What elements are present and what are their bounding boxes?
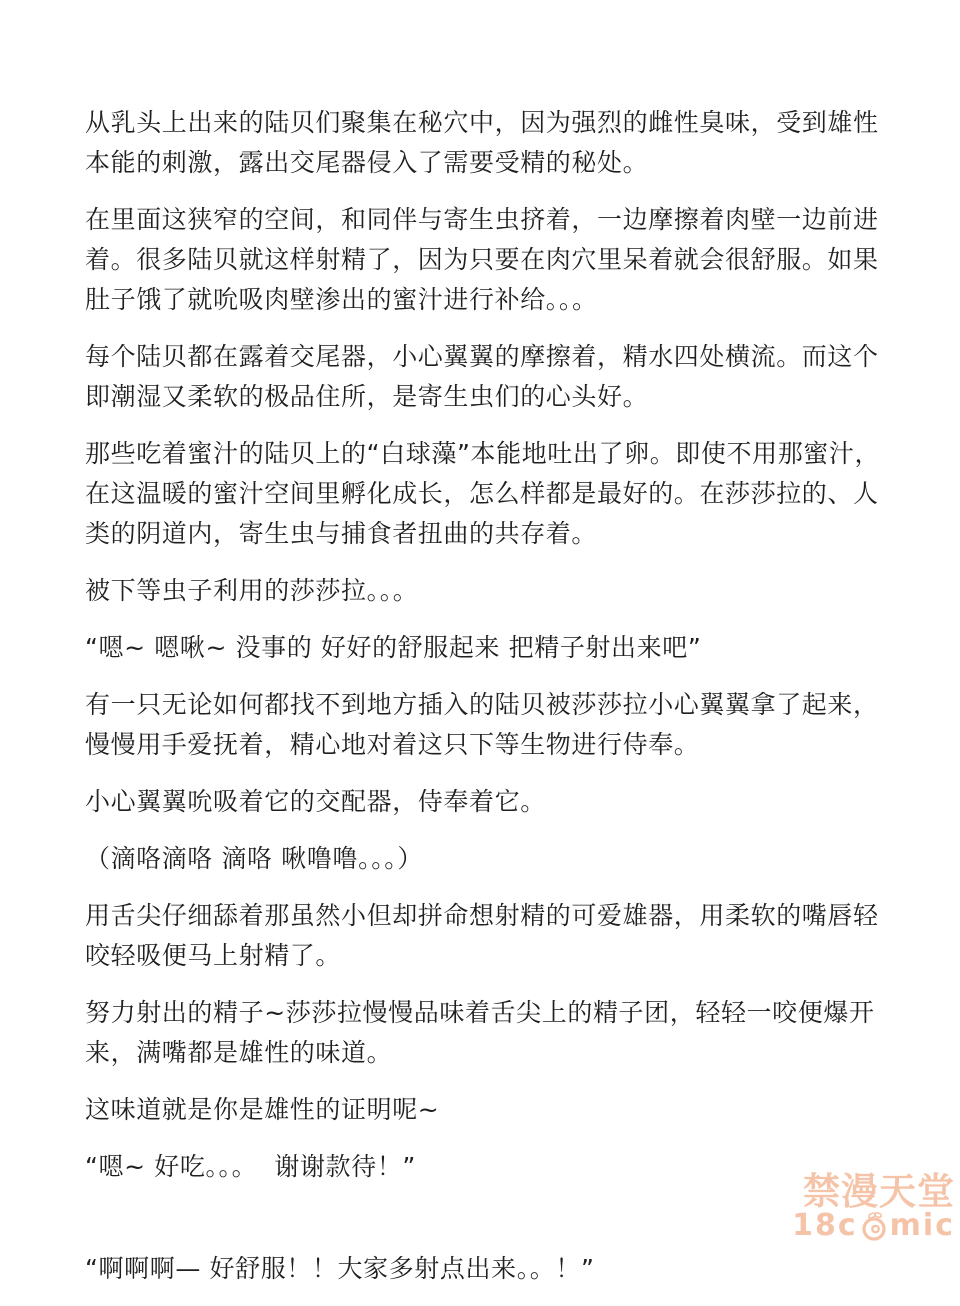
paragraph: 这味道就是你是雄性的证明呢~ bbox=[85, 1095, 440, 1124]
paragraph: “嗯~ 嗯啾~ 没事的 好好的舒服起来 把精子射出来吧” bbox=[85, 633, 702, 662]
paragraph: 被下等虫子利用的莎莎拉。。。 bbox=[85, 576, 419, 605]
paragraph: 努力射出的精子~莎莎拉慢慢品味着舌尖上的精子团，轻轻一咬便爆开来，满嘴都是雄性的味道。 bbox=[85, 998, 875, 1067]
paragraph: 有一只无论如何都找不到地方插入的陆贝被莎莎拉小心翼翼拿了起来，慢慢用手爱抚着，精心地对着这只下等生物进行侍奉。 bbox=[85, 690, 879, 759]
paragraph bbox=[85, 1204, 897, 1232]
paragraph: 从乳头上出来的陆贝们聚集在秘穴中，因为强烈的雌性臭味，受到雄性本能的刺激，露出交尾器侵入了需要受精的秘处。 bbox=[85, 108, 879, 177]
paragraph: 那些吃着蜜汁的陆贝上的“白球藻”本能地吐出了卵。即使不用那蜜汁，在这温暖的蜜汁空间里孵化成长，怎么样都是最好的。在莎莎拉的、人类的阴道内，寄生虫与捕食者扭曲的共存着。 bbox=[85, 439, 881, 548]
watermark-site-name: 禁漫天堂 bbox=[803, 1170, 955, 1213]
document-body bbox=[85, 103, 897, 1306]
watermark-site-id-prefix: 18c bbox=[792, 1208, 858, 1243]
paragraph: （滴咯滴咯 滴咯 啾噜噜。。。） bbox=[85, 844, 423, 873]
paragraph: 小心翼翼吮吸着它的交配器，侍奉着它。 bbox=[85, 787, 546, 816]
paragraph: “嗯~ 好吃。。。 谢谢款待！” bbox=[85, 1152, 416, 1181]
paragraph: “啊啊啊— 好舒服！！大家多射点出来。。！” bbox=[85, 1254, 595, 1283]
watermark-site-id-suffix: mic bbox=[889, 1208, 955, 1243]
paragraph: 每个陆贝都在露着交尾器，小心翼翼的摩擦着，精水四处横流。而这个即潮湿又柔软的极品住所，是寄生虫们的心头好。 bbox=[85, 342, 879, 411]
paragraph: 用舌尖仔细舔着那虽然小但却拼命想射精的可爱雄器，用柔软的嘴唇轻咬轻吸便马上射精了。 bbox=[85, 901, 879, 970]
paragraph: 在里面这狭窄的空间，和同伴与寄生虫挤着，一边摩擦着肉壁一边前进着。很多陆贝就这样射精了，因为只要在肉穴里呆着就会很舒服。如果肚子饿了就吮吸肉壁渗出的蜜汁进行补给。。。 bbox=[85, 205, 879, 314]
watermark-site-id bbox=[792, 1210, 955, 1242]
whale-icon bbox=[859, 1211, 889, 1241]
watermark bbox=[792, 1170, 955, 1243]
